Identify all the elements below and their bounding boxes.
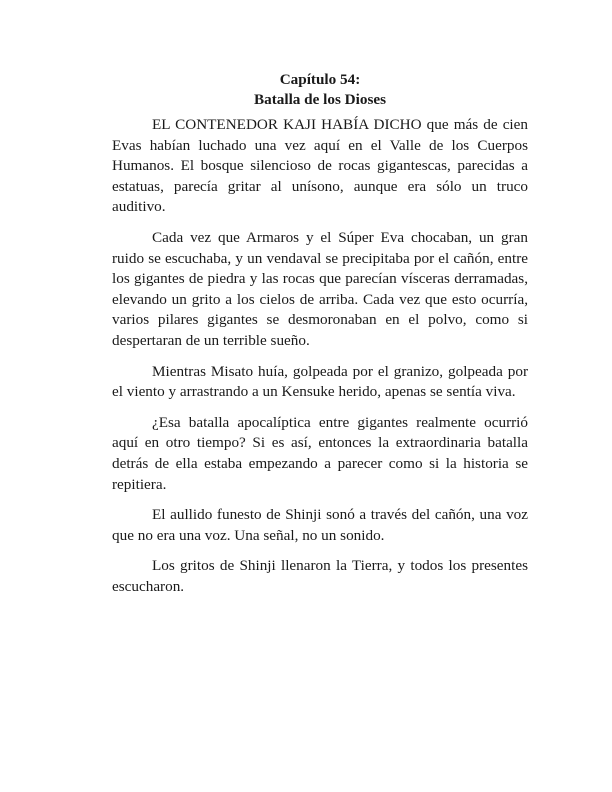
paragraph: Cada vez que Armaros y el Súper Eva chocaban, un gran ruido se escuchaba, y un vendaval se precipitaba por el cañón, entre los gigantes de piedra y las rocas que parecían vísceras derramadas, elevando un grito a los cielos de arriba. Cada vez que esto ocurría, varios pilares gigantes se desmoronaban en el polvo, como si despertaran de un terrible sueño. (112, 228, 528, 349)
paragraph: ¿Esa batalla apocalíptica entre gigantes realmente ocurrió aquí en otro tiempo? Si es así, entonces la extraordinaria batalla detrás de ella estaba empezando a parecer como si la historia se repitiera. (112, 413, 528, 493)
document-page (112, 70, 528, 607)
paragraph: Los gritos de Shinji llenaron la Tierra, y todos los presentes escucharon. (112, 557, 528, 595)
chapter-title: Batalla de los Dioses (253, 91, 387, 108)
paragraph: El aullido funesto de Shinji sonó a través del cañón, una voz que no era una voz. Una señal, no un sonido. (112, 506, 528, 544)
chapter-header (112, 70, 528, 110)
paragraph: Mientras Misato huía, golpeada por el granizo, golpeada por el viento y arrastrando a un Kensuke herido, apenas se sentía viva. (112, 362, 528, 401)
paragraph: EL CONTENEDOR KAJI HABÍA DICHO que más de cien Evas habían luchado una vez aquí en el Valle de los Cuerpos Humanos. El bosque silencioso de rocas gigantescas, parecidas a estatuas, parecía gritar al unísono, aunque era sólo un truco auditivo. (112, 116, 528, 216)
chapter-number: Capítulo 54: (279, 71, 361, 88)
